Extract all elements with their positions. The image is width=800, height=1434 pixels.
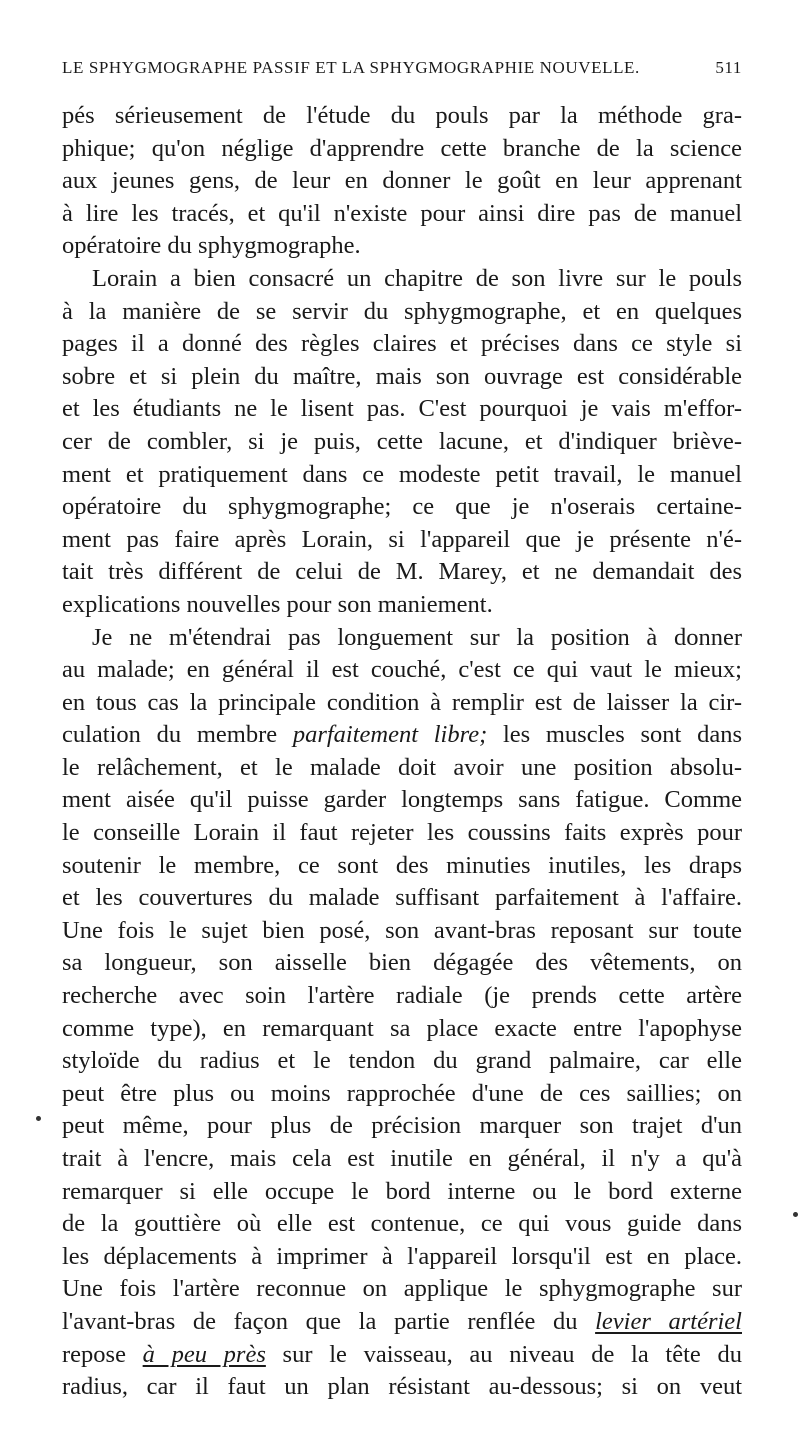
text-line: tait très différent de celui de M. Marey, et ne demandait des <box>62 558 742 586</box>
text-line: ment et pratiquement dans ce modeste petit travail, le manuel <box>62 460 742 488</box>
text-line: Je ne m'étendrai pas longuement sur la position à donner <box>92 623 742 651</box>
running-header <box>62 58 742 78</box>
text-line: sa longueur, son aisselle bien dégagée des vêtements, on <box>62 949 742 977</box>
text-line: sobre et si plein du maître, mais son ouvrage est considérable <box>62 362 742 390</box>
text-line <box>62 1339 742 1372</box>
margin-mark <box>793 1212 798 1217</box>
text-line: le relâchement, et le malade doit avoir une position absolu- <box>62 753 742 781</box>
text-line: pés sérieusement de l'étude du pouls par la méthode gra- <box>62 102 742 129</box>
text-line: Une fois le sujet bien posé, son avant-bras reposant sur toute <box>62 916 742 944</box>
text-line: aux jeunes gens, de leur en donner le goût en leur apprenant <box>62 167 742 195</box>
underlined-italic-text: à peu près <box>142 1340 266 1368</box>
text-line: trait à l'encre, mais cela est inutile en général, il n'y a qu'à <box>62 1145 742 1172</box>
margin-mark <box>36 1116 41 1121</box>
text-line: recherche avec soin l'artère radiale (je prends cette artère <box>62 982 742 1010</box>
text-line: remarquer si elle occupe le bord interne ou le bord externe <box>62 1177 742 1205</box>
text-line: cer de combler, si je puis, cette lacune, et d'indiquer briève- <box>62 427 742 455</box>
text-line: et les couvertures du malade suffisant parfaitement à l'affaire. <box>62 884 742 912</box>
text-line: à lire les tracés, et qu'il n'existe pour ainsi dire pas de manuel <box>62 199 742 227</box>
text-line: Lorain a bien consacré un chapitre de son livre sur le pouls <box>92 264 742 292</box>
text-line: opératoire du sphygmographe; ce que je n'oserais certaine- <box>62 493 742 521</box>
italic-text: parfaitement libre; <box>292 721 488 749</box>
text-line <box>62 1306 742 1339</box>
text-line <box>62 719 742 752</box>
text-line: phique; qu'on néglige d'apprendre cette branche de la science <box>62 134 742 162</box>
text-line: le conseille Lorain il faut rejeter les coussins faits exprès pour <box>62 819 742 847</box>
text-line: les déplacements à imprimer à l'appareil lorsqu'il est en place. <box>62 1242 742 1270</box>
text-line: Une fois l'artère reconnue on applique le sphygmographe sur <box>62 1275 742 1303</box>
text-run: repose <box>62 1340 143 1368</box>
text-line: pages il a donné des règles claires et précises dans ce style si <box>62 330 742 358</box>
text-line: au malade; en général il est couché, c'est ce qui vaut le mieux; <box>62 656 742 684</box>
text-line: en tous cas la principale condition à remplir est de laisser la cir- <box>62 688 742 716</box>
underlined-italic-text: levier artériel <box>595 1307 742 1335</box>
page-number: 511 <box>715 58 742 77</box>
text-run: les muscles sont dans <box>487 721 742 749</box>
text-line: ment aisée qu'il puisse garder longtemps sans fatigue. Comme <box>62 786 742 814</box>
text-line: comme type), en remarquant sa place exacte entre l'apophyse <box>62 1014 742 1042</box>
text-line: à la manière de se servir du sphygmographe, et en quelques <box>62 297 742 325</box>
text-run: culation du membre <box>62 721 293 749</box>
body-text <box>62 100 742 1404</box>
text-run: sur le vaisseau, au niveau de la tête du <box>265 1340 742 1368</box>
text-line: styloïde du radius et le tendon du grand palmaire, car elle <box>62 1047 742 1075</box>
text-run: l'avant-bras de façon que la partie renflée du <box>62 1307 596 1335</box>
running-title: LE SPHYGMOGRAPHE PASSIF ET LA SPHYGMOGRAPHIE NOUVELLE. <box>62 58 640 77</box>
text-line: explications nouvelles pour son maniement. <box>62 590 493 618</box>
text-line: peut être plus ou moins rapprochée d'une de ces saillies; on <box>62 1079 742 1107</box>
text-line: de la gouttière où elle est contenue, ce qui vous guide dans <box>62 1210 742 1238</box>
text-line: opératoire du sphygmographe. <box>62 232 361 260</box>
text-line: soutenir le membre, ce sont des minuties inutiles, les draps <box>62 851 742 879</box>
text-line: ment pas faire après Lorain, si l'appareil que je présente n'é- <box>62 525 742 553</box>
text-line: peut même, pour plus de précision marquer son trajet d'un <box>62 1112 742 1140</box>
text-line: radius, car il faut un plan résistant au-dessous; si on veut <box>62 1373 742 1401</box>
text-line: et les étudiants ne le lisent pas. C'est pourquoi je vais m'effor- <box>62 395 742 423</box>
